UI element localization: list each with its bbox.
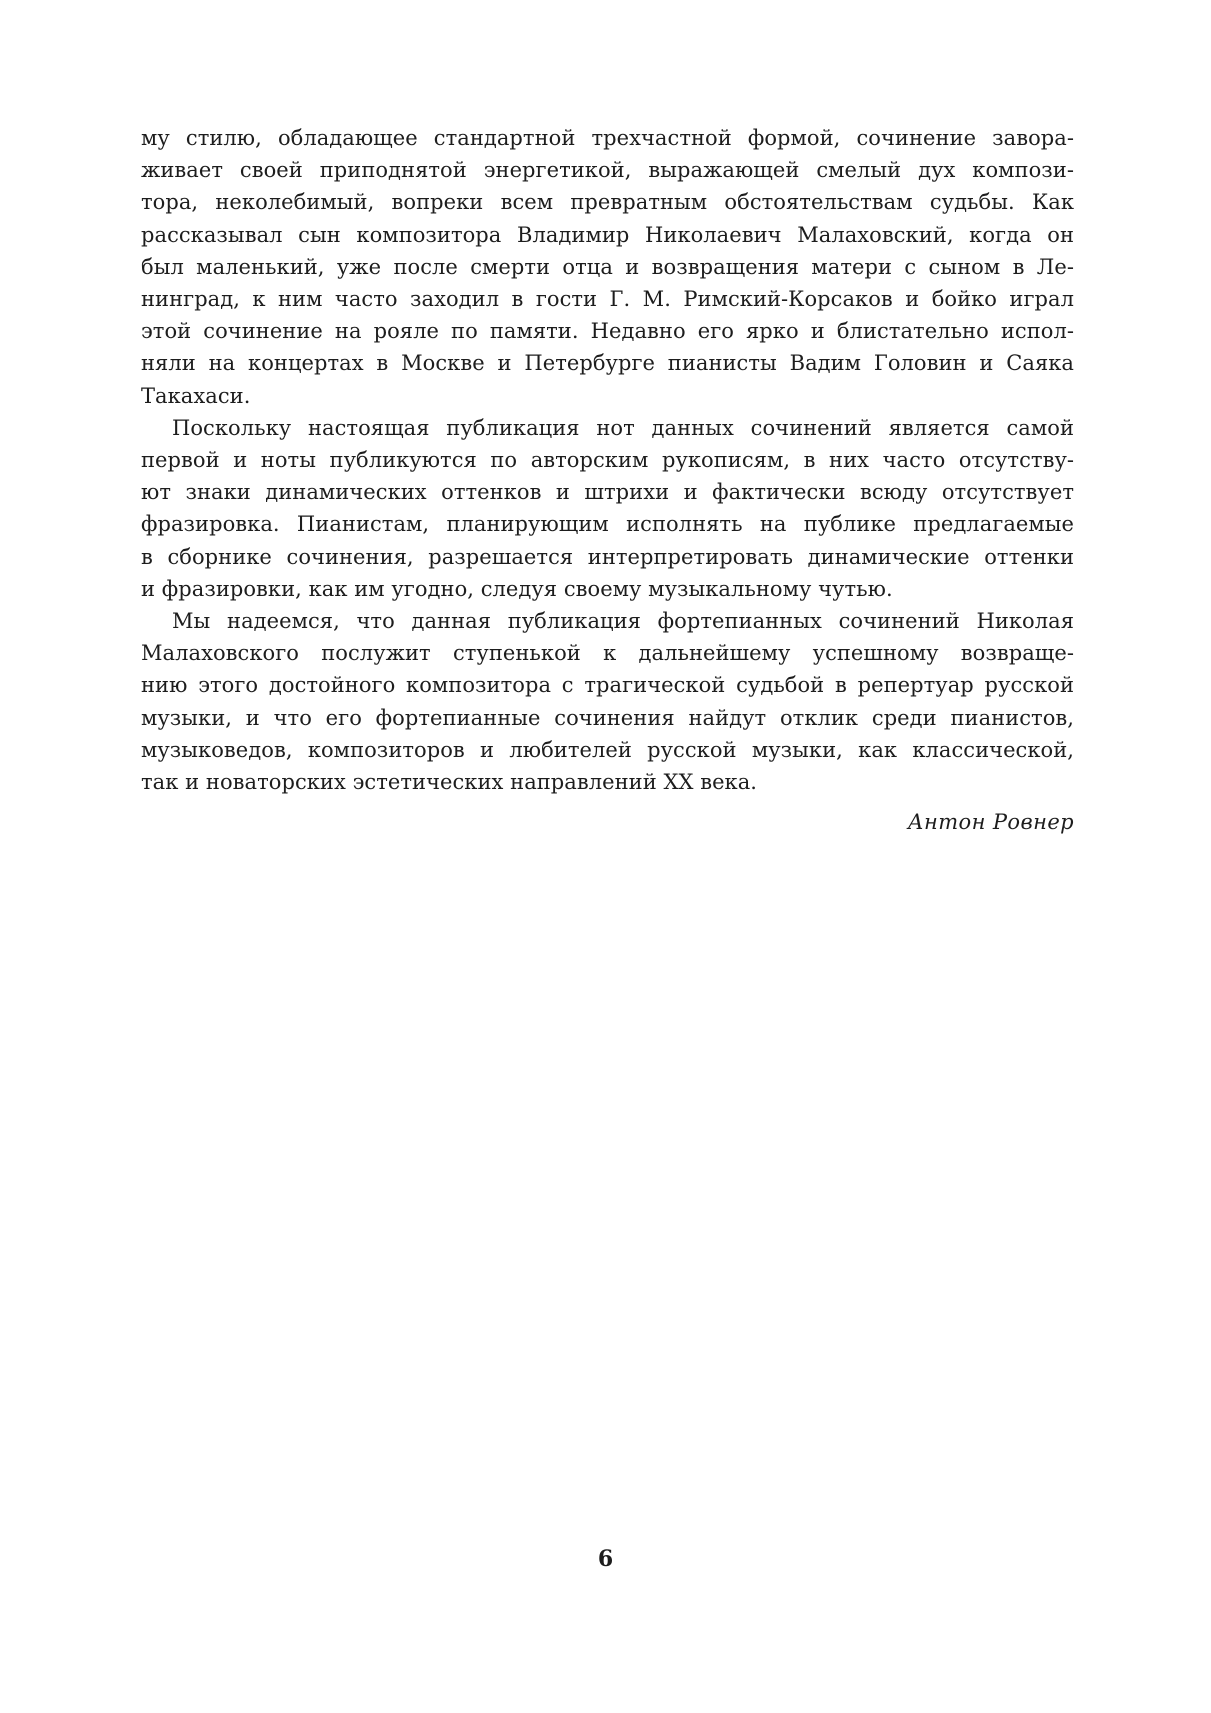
text-line: ют знаки динамических оттенков и штрихи и фактически всюду отсутствует [141,480,1074,505]
text-line: первой и ноты публикуются по авторским рукописям, в них часто отсутству- [141,448,1074,473]
text-line: му стилю, обладающее стандартной трехчастной формой, сочинение завора- [141,126,1074,150]
page-number: 6 [597,1546,614,1572]
text-line: няли на концертах в Москве и Петербурге пианисты Вадим Головин и Саяка [141,351,1074,376]
text-line: Мы надеемся, что данная публикация фортепианных сочинений Николая [172,609,1074,634]
text-line: Поскольку настоящая публикация нот данных сочинений является самой [172,415,1074,440]
paragraph [141,122,1074,412]
text-line: нинград, к ним часто заходил в гости Г. М. Римский-Корсаков и бойко играл [141,287,1074,312]
text-line: музыки, и что его фортепианные сочинения найдут отклик среди пианистов, [141,705,1074,730]
text-line: живает своей приподнятой энергетикой, выражающей смелый дух компози- [141,158,1074,183]
text-line: музыковедов, композиторов и любителей русской музыки, как классической, [141,737,1074,762]
text-line: Малаховского послужит ступенькой к дальнейшему успешному возвраще- [141,641,1074,666]
text-line: этой сочинение на рояле по памяти. Недавно его ярко и блистательно испол- [141,319,1074,344]
text-line: нию этого достойного композитора с трагической судьбой в репертуар русской [141,673,1074,698]
text-line: фразировка. Пианистам, планирующим исполнять на публике предлагаемые [141,512,1074,537]
text-line: был маленький, уже после смерти отца и возвращения матери с сыном в Ле- [141,254,1074,279]
text-line: тора, неколебимый, вопреки всем превратным обстоятельствам судьбы. Как [141,190,1074,215]
paragraph [141,605,1074,798]
text-line: так и новаторских эстетических направлений XX века. [141,770,758,795]
text-line: рассказывал сын композитора Владимир Николаевич Малаховский, когда он [141,222,1074,247]
text-line: Такахаси. [141,383,251,408]
body-text [141,122,1074,798]
author-signature: Антон Ровнер [907,810,1074,834]
text-line: и фразировки, как им угодно, следуя своему музыкальному чутью. [141,576,893,601]
text-line: в сборнике сочинения, разрешается интерпретировать динамические оттенки [141,544,1074,569]
paragraph [141,412,1074,605]
